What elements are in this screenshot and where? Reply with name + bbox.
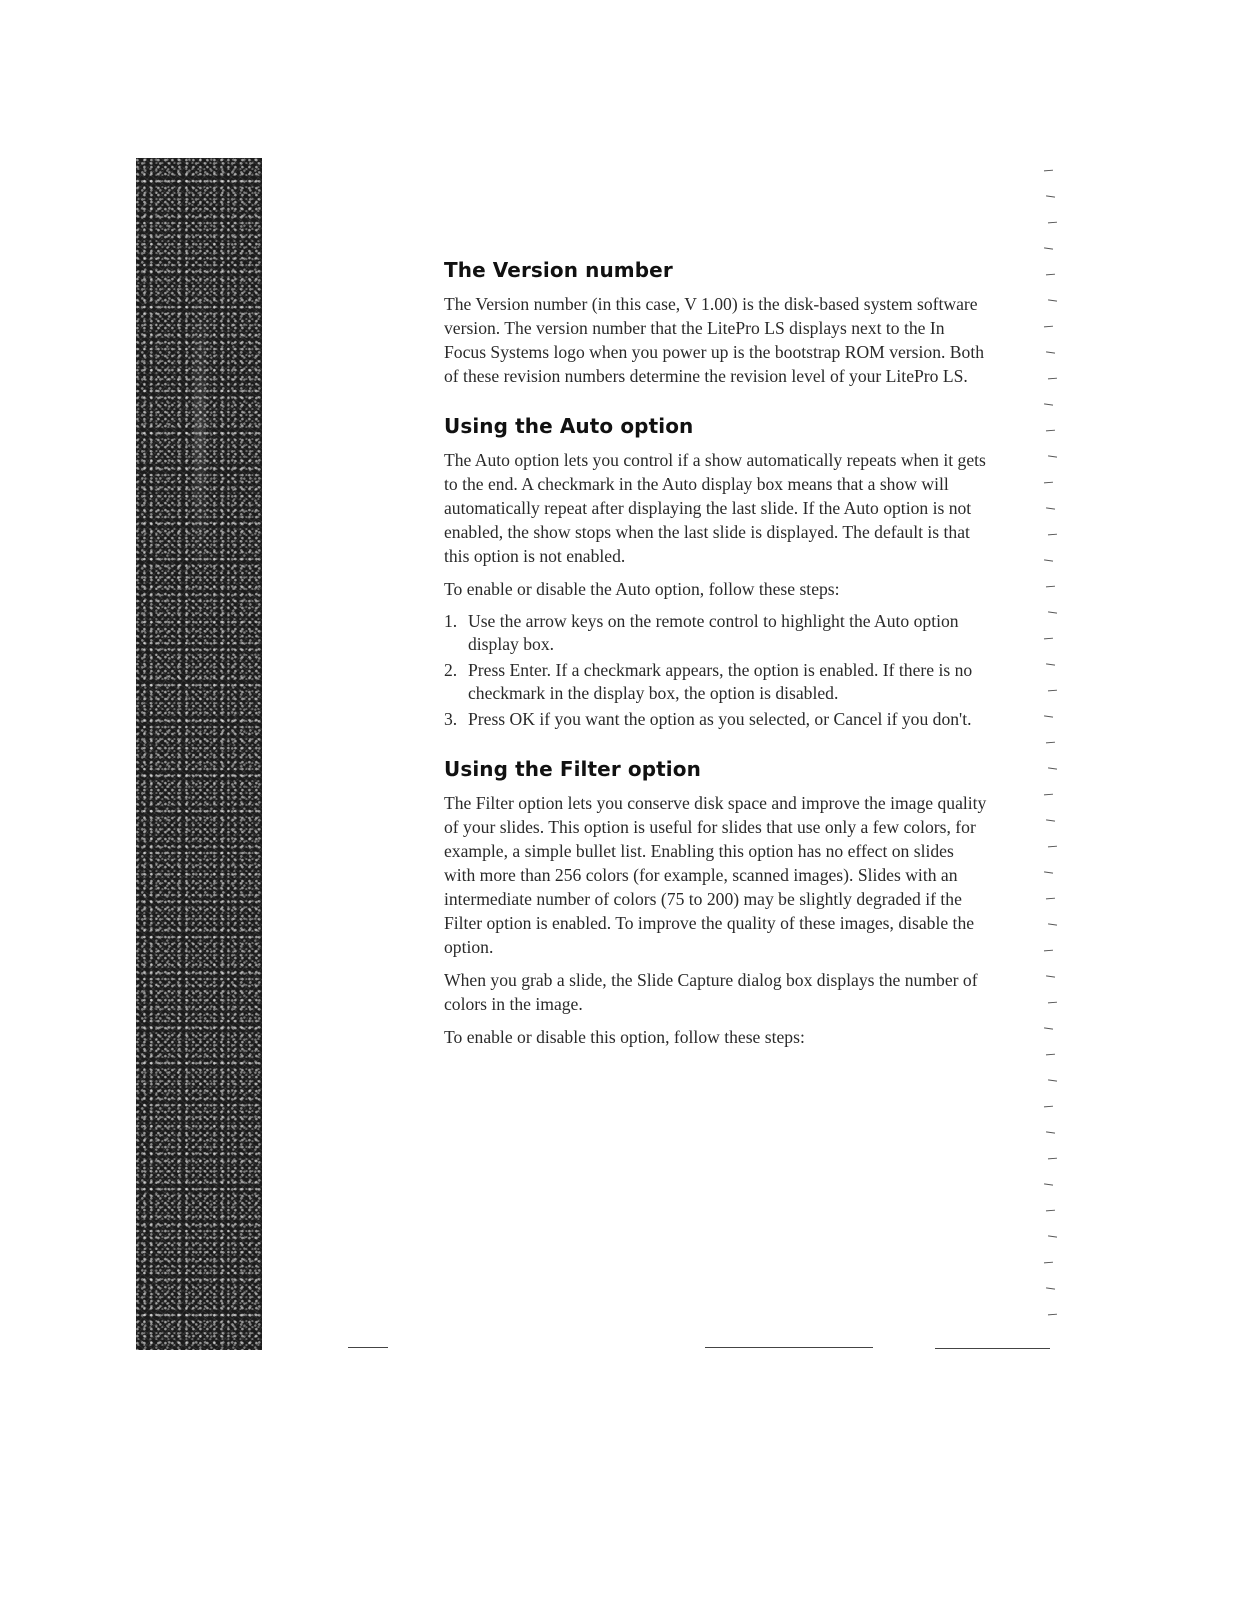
decorative-side-strip bbox=[136, 158, 262, 1350]
footer-rule-right bbox=[935, 1348, 1050, 1349]
edge-tick bbox=[1046, 1287, 1055, 1290]
edge-tick bbox=[1044, 247, 1053, 250]
edge-tick bbox=[1048, 222, 1057, 224]
edge-tick bbox=[1048, 455, 1057, 458]
edge-tick bbox=[1048, 1158, 1057, 1160]
step-number: 1. bbox=[444, 611, 458, 631]
edge-tick bbox=[1044, 482, 1053, 484]
step-text: Press Enter. If a checkmark appears, the option is enabled. If there is no checkmark in the display box, the option is disabled. bbox=[468, 660, 973, 703]
edge-tick bbox=[1048, 846, 1057, 848]
edge-tick bbox=[1044, 715, 1053, 718]
section-paragraph: To enable or disable the Auto option, follow these steps: bbox=[444, 579, 840, 599]
edge-tick bbox=[1048, 1002, 1057, 1004]
edge-tick bbox=[1044, 638, 1053, 640]
list-item bbox=[444, 708, 989, 731]
strip-highlight bbox=[194, 278, 206, 578]
section-heading: Using the Filter option bbox=[444, 757, 701, 781]
edge-tick bbox=[1044, 871, 1053, 874]
edge-tick bbox=[1046, 195, 1055, 198]
edge-tick bbox=[1048, 767, 1057, 770]
edge-tick bbox=[1048, 690, 1057, 692]
edge-tick bbox=[1046, 1210, 1055, 1212]
edge-tick bbox=[1048, 378, 1057, 380]
edge-tick bbox=[1048, 534, 1057, 536]
section-heading: The Version number bbox=[444, 258, 673, 282]
edge-tick bbox=[1044, 1183, 1053, 1186]
edge-tick bbox=[1046, 274, 1055, 276]
footer-rule-center bbox=[705, 1347, 873, 1348]
edge-tick bbox=[1048, 1079, 1057, 1082]
step-text: Press OK if you want the option as you selected, or Cancel if you don't. bbox=[468, 709, 972, 729]
edge-tick bbox=[1046, 351, 1055, 354]
edge-tick bbox=[1048, 1235, 1057, 1238]
edge-tick bbox=[1044, 1106, 1053, 1108]
section-paragraph: The Auto option lets you control if a show automatically repeats when it gets to the end. A checkmark in the Auto display box means that a show will automatically repeat after displaying the last slide. If the Auto option is not enabled, the show stops when the last slide is displayed. The default is that this option is not enabled. bbox=[444, 450, 986, 566]
steps-list bbox=[444, 610, 989, 731]
edge-tick bbox=[1046, 430, 1055, 432]
section-paragraph: To enable or disable this option, follow these steps: bbox=[444, 1027, 805, 1047]
edge-tick bbox=[1046, 1131, 1055, 1134]
edge-tick bbox=[1044, 1027, 1053, 1030]
edge-tick bbox=[1044, 403, 1053, 406]
edge-tick bbox=[1044, 950, 1053, 952]
edge-tick bbox=[1046, 507, 1055, 510]
section-filter-option bbox=[444, 757, 989, 1049]
edge-tick bbox=[1048, 923, 1057, 926]
edge-tick bbox=[1044, 1262, 1053, 1264]
edge-tick bbox=[1046, 586, 1055, 588]
section-auto-option bbox=[444, 414, 989, 731]
edge-tick bbox=[1046, 819, 1055, 822]
edge-tick bbox=[1044, 170, 1053, 172]
edge-tick bbox=[1044, 559, 1053, 562]
edge-tick bbox=[1048, 611, 1057, 614]
edge-tick-marks bbox=[1038, 170, 1068, 1330]
edge-tick bbox=[1046, 898, 1055, 900]
list-item bbox=[444, 610, 989, 656]
section-paragraph: When you grab a slide, the Slide Capture dialog box displays the number of colors in the image. bbox=[444, 970, 978, 1014]
edge-tick bbox=[1046, 742, 1055, 744]
section-version-number bbox=[444, 258, 989, 388]
step-number: 3. bbox=[444, 709, 458, 729]
edge-tick bbox=[1046, 1054, 1055, 1056]
section-paragraph: The Version number (in this case, V 1.00) is the disk-based system software version. The version number that the LitePro LS displays next to the In Focus Systems logo when you power up is the bootstrap ROM version. Both of these revision numbers determine the revision level of your LitePro LS. bbox=[444, 294, 985, 386]
edge-tick bbox=[1046, 975, 1055, 978]
page-content bbox=[444, 258, 989, 1058]
edge-tick bbox=[1048, 1314, 1057, 1316]
section-heading: Using the Auto option bbox=[444, 414, 694, 438]
edge-tick bbox=[1044, 326, 1053, 328]
edge-tick bbox=[1044, 794, 1053, 796]
list-item bbox=[444, 659, 989, 705]
step-number: 2. bbox=[444, 660, 458, 680]
step-text: Use the arrow keys on the remote control to highlight the Auto option display box. bbox=[468, 611, 959, 654]
edge-tick bbox=[1048, 299, 1057, 302]
section-paragraph: The Filter option lets you conserve disk space and improve the image quality of your slides. This option is useful for slides that use only a few colors, for example, a simple bullet list. Enabling this option has no effect on slides with more than 256 colors (for example, scanned images). Slides with an intermediate number of colors (75 to 200) may be slightly degraded if the Filter option is enabled. To improve the quality of these images, disable the option. bbox=[444, 793, 987, 957]
footer-rule-left bbox=[348, 1347, 388, 1348]
edge-tick bbox=[1046, 663, 1055, 666]
